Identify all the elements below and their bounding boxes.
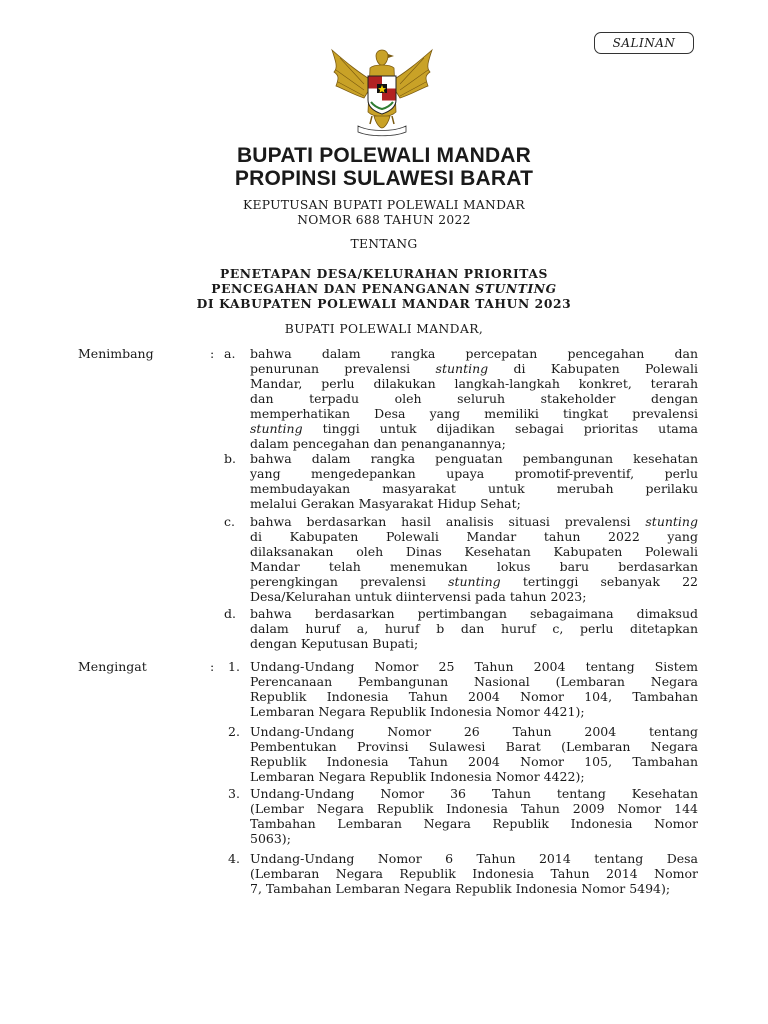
menimbang-marker: c. [224,514,235,529]
mengingat-item-line: (Lembaran Negara Republik Indonesia Tahun 2014 Nomor [250,866,698,881]
menimbang-item-line: Desa/Kelurahan untuk diintervensi pada tahun 2023; [250,589,587,604]
province-title: PROPINSI SULAWESI BARAT [234,167,534,190]
mengingat-colon: : [210,659,215,674]
menimbang-item-line: yang mengedepankan upaya promotif-preventif, perlu [250,466,698,481]
menimbang-marker: a. [224,346,236,361]
mengingat-item [250,659,698,719]
menimbang-item-line: bahwa dalam rangka penguatan pembangunan kesehatan [250,451,698,466]
menimbang-item-line: dilaksanakan oleh Dinas Kesehatan Kabupaten Polewali [250,544,698,559]
menimbang-item-line: bahwa berdasarkan hasil analisis situasi prevalensi stunting [250,514,698,529]
mengingat-item-line: Perencanaan Pembangunan Nasional (Lembaran Negara [250,674,698,689]
mengingat-item-line: Undang-Undang Nomor 6 Tahun 2014 tentang Desa [250,851,698,866]
menimbang-item-line: dan terpadu oleh seluruh stakeholder dengan [250,391,698,406]
decree-title: KEPUTUSAN BUPATI POLEWALI MANDAR [242,198,525,212]
subject-line-1: PENETAPAN DESA/KELURAHAN PRIORITAS [219,266,548,281]
mengingat-item-line: Pembentukan Provinsi Sulawesi Barat (Lembaran Negara [250,739,698,754]
menimbang-item [250,451,698,511]
regent-title: BUPATI POLEWALI MANDAR [236,144,532,167]
menimbang-item-line: membudayakan masyarakat untuk merubah perilaku [250,481,698,496]
menimbang-item [250,346,698,451]
mengingat-marker: 4. [228,851,240,866]
menimbang-marker: d. [224,606,236,621]
mengingat-item [250,851,698,896]
menimbang-item-line: dengan Keputusan Bupati; [250,636,419,651]
mengingat-item-line: Undang-Undang Nomor 25 Tahun 2004 tentang Sistem [250,659,698,674]
menimbang-item [250,606,698,651]
menimbang-item [250,514,698,604]
issuer-line: BUPATI POLEWALI MANDAR, [284,322,484,336]
subject-line-3: DI KABUPATEN POLEWALI MANDAR TAHUN 2023 [196,296,572,311]
menimbang-marker: b. [224,451,236,466]
menimbang-item-line: Mandar, perlu dilakukan langkah-langkah konkret, terarah [250,376,698,391]
mengingat-item [250,724,698,784]
decree-number: NOMOR 688 TAHUN 2022 [297,213,471,227]
mengingat-item-line: Tambahan Lembaran Negara Republik Indonesia Nomor [250,816,698,831]
menimbang-item-line: dalam pencegahan dan penanganannya; [250,436,506,451]
tentang-heading: TENTANG [350,237,418,251]
mengingat-marker: 3. [228,786,240,801]
mengingat-label: Mengingat [78,659,147,674]
garuda-pancasila-emblem-icon [318,42,446,140]
menimbang-item-line: penurunan prevalensi stunting di Kabupaten Polewali [250,361,698,376]
mengingat-item-line: Republik Indonesia Tahun 2004 Nomor 105, Tambahan [250,754,698,769]
mengingat-item-line: Republik Indonesia Tahun 2004 Nomor 104, Tambahan [250,689,698,704]
mengingat-item-line: Lembaran Negara Republik Indonesia Nomor 4421); [250,704,585,719]
menimbang-item-line: melalui Gerakan Masyarakat Hidup Sehat; [250,496,521,511]
mengingat-item-line: (Lembar Negara Republik Indonesia Tahun 2009 Nomor 144 [250,801,698,816]
subject-line-2 [0,281,768,296]
mengingat-item-line: 5063); [250,831,291,846]
mengingat-item [250,786,698,846]
menimbang-item-line: bahwa berdasarkan pertimbangan sebagaimana dimaksud [250,606,698,621]
mengingat-marker: 2. [228,724,240,739]
subject-line-2-italic: STUNTING [475,281,557,296]
mengingat-item-line: Undang-Undang Nomor 26 Tahun 2004 tentang [250,724,698,739]
mengingat-marker: 1. [228,659,240,674]
menimbang-item-line: memperhatikan Desa yang memiliki tingkat prevalensi [250,406,698,421]
menimbang-label: Menimbang [78,346,154,361]
mengingat-item-line: Undang-Undang Nomor 36 Tahun tentang Kesehatan [250,786,698,801]
menimbang-item-line: Mandar telah menemukan lokus baru berdasarkan [250,559,698,574]
menimbang-colon: : [210,346,215,361]
subject-line-2-text: PENCEGAHAN DAN PENANGANAN [211,281,476,296]
menimbang-item-line: di Kabupaten Polewali Mandar tahun 2022 yang [250,529,698,544]
mengingat-item-line: 7, Tambahan Lembaran Negara Republik Indonesia Nomor 5494); [250,881,671,896]
menimbang-item-line: dalam huruf a, huruf b dan huruf c, perlu ditetapkan [250,621,698,636]
menimbang-item-line: stunting tinggi untuk dijadikan sebagai prioritas utama [250,421,698,436]
mengingat-item-line: Lembaran Negara Republik Indonesia Nomor 4422); [250,769,585,784]
salinan-stamp: SALINAN [594,32,694,54]
menimbang-item-line: bahwa dalam rangka percepatan pencegahan dan [250,346,698,361]
menimbang-item-line: perengkingan prevalensi stunting tertinggi sebanyak 22 [250,574,698,589]
